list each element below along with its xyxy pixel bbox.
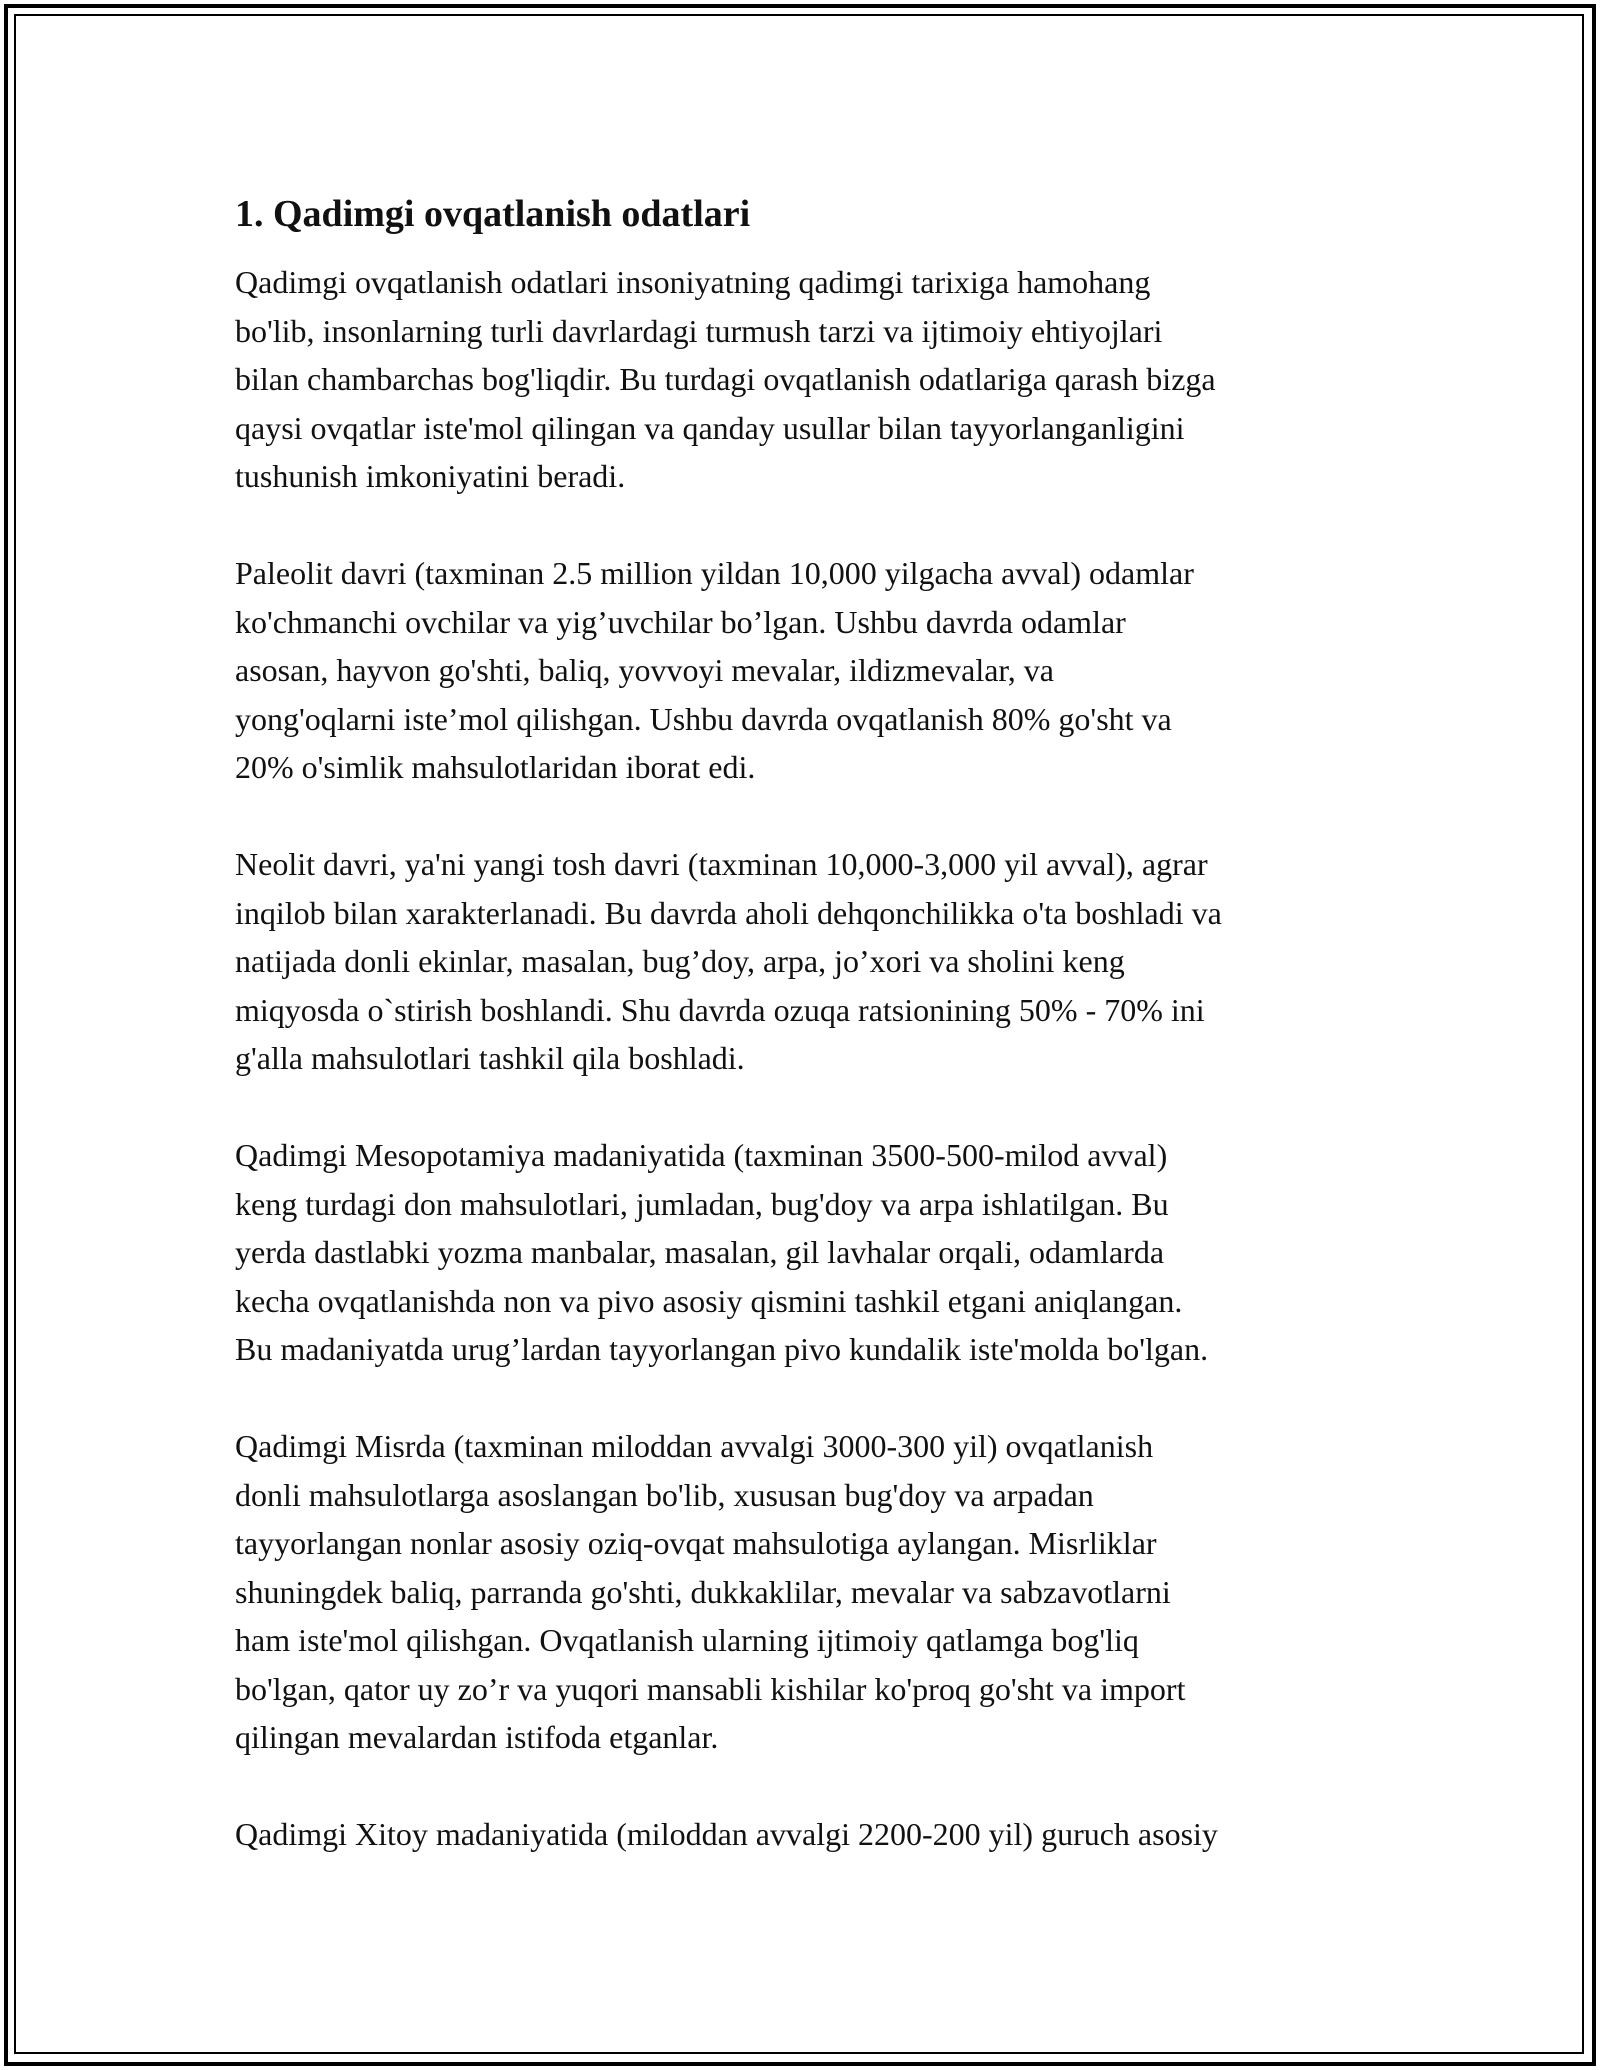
paragraph-china [235, 1810, 1370, 1859]
text-line: Neolit davri, ya'ni yangi tosh davri (taxminan 10,000-3,000 yil avval), agrar [235, 846, 1208, 882]
text-line: qaysi ovqatlar iste'mol qilingan va qanday usullar bilan tayyorlanganligini [235, 409, 1185, 446]
text-line: Qadimgi Mesopotamiya madaniyatida (taxminan 3500-500-milod avval) [235, 1137, 1168, 1173]
text-line: yerda dastlabki yozma manbalar, masalan, gil lavhalar orqali, odamlarda [235, 1234, 1165, 1270]
text-line: keng turdagi don mahsulotlari, jumladan, bug'doy va arpa ishlatilgan. Bu [235, 1185, 1169, 1222]
text-line: 20% o'simlik mahsulotlaridan iborat edi. [235, 749, 756, 785]
text-line: yong'oqlarni iste’mol qilishgan. Ushbu davrda ovqatlanish 80% go'sht va [235, 700, 1172, 737]
text-line: inqilob bilan xarakterlanadi. Bu davrda aholi dehqonchilikka o'ta boshladi va [235, 894, 1222, 931]
text-line: Bu madaniyatda urug’lardan tayyorlangan pivo kundalik iste'molda bo'lgan. [235, 1331, 1209, 1367]
text-line: tayyorlangan nonlar asosiy oziq-ovqat mahsulotiga aylangan. Misrliklar [235, 1525, 1157, 1561]
text-line: bo'lgan, qator uy zo’r va yuqori mansabli kishilar ko'proq go'sht va import [235, 1670, 1186, 1707]
document-body [235, 186, 1370, 1907]
paragraph-intro [235, 258, 1370, 501]
text-line: tushunish imkoniyatini beradi. [235, 458, 626, 494]
text-line: ko'chmanchi ovchilar va yig’uvchilar bo’lgan. Ushbu davrda odamlar [235, 603, 1126, 640]
text-line: ham iste'mol qilishgan. Ovqatlanish ularning ijtimoiy qatlamga bog'liq [235, 1622, 1139, 1658]
text-line: Qadimgi Xitoy madaniyatida (miloddan avvalgi 2200-200 yil) guruch asosiy [235, 1816, 1218, 1852]
text-line: qilingan mevalardan istifoda etganlar. [235, 1719, 719, 1755]
text-line: bilan chambarchas bog'liqdir. Bu turdagi ovqatlanish odatlariga qarash bizga [235, 361, 1216, 397]
text-line: donli mahsulotlarga asoslangan bo'lib, xususan bug'doy va arpadan [235, 1476, 1094, 1513]
text-line: kecha ovqatlanishda non va pivo asosiy qismini tashkil etgani aniqlangan. [235, 1282, 1183, 1319]
text-line: g'alla mahsulotlari tashkil qila boshladi. [235, 1040, 745, 1076]
section-heading: 1. Qadimgi ovqatlanish odatlari [235, 193, 751, 235]
paragraph-mesopotamia [235, 1131, 1370, 1374]
text-line: Qadimgi ovqatlanish odatlari insoniyatning qadimgi tarixiga hamohang [235, 264, 1151, 300]
text-line: natijada donli ekinlar, masalan, bug’doy, arpa, jo’xori va sholini keng [235, 943, 1125, 979]
text-line: Paleolit davri (taxminan 2.5 million yildan 10,000 yilgacha avval) odamlar [235, 555, 1194, 591]
text-line: Qadimgi Misrda (taxminan miloddan avvalgi 3000-300 yil) ovqatlanish [235, 1428, 1154, 1464]
text-line: shuningdek baliq, parranda go'shti, dukkaklilar, mevalar va sabzavotlarni [235, 1573, 1171, 1610]
text-line: miqyosda o`stirish boshlandi. Shu davrda ozuqa ratsionining 50% - 70% ini [235, 991, 1205, 1028]
text-line: asosan, hayvon go'shti, baliq, yovvoyi mevalar, ildizmevalar, va [235, 652, 1054, 688]
text-line: bo'lib, insonlarning turli davrlardagi turmush tarzi va ijtimoiy ehtiyojlari [235, 312, 1163, 349]
paragraph-egypt [235, 1422, 1370, 1762]
paragraph-neolithic [235, 840, 1370, 1083]
paragraph-paleolithic [235, 549, 1370, 792]
